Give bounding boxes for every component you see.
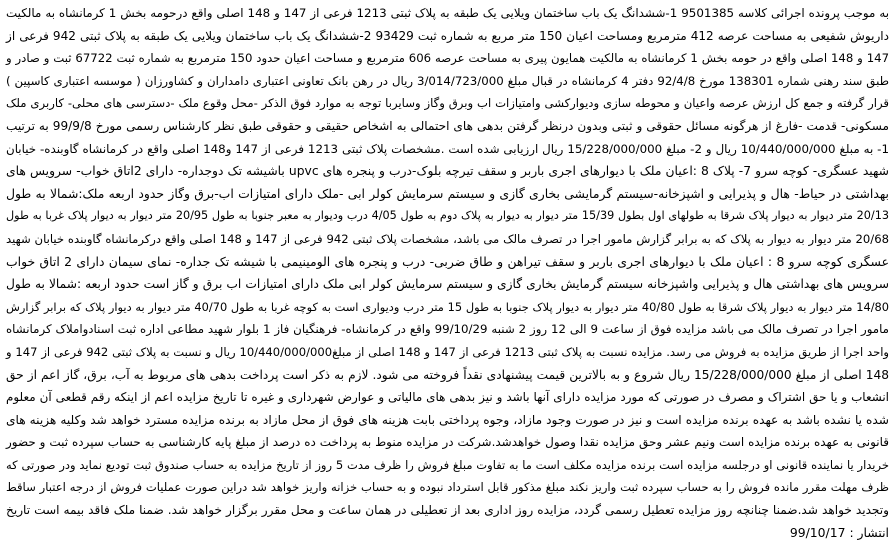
publication-date-line: انتشار : 99/10/17: [789, 524, 889, 540]
notice-line-1: به موجب پرونده اجرائی کلاسه 9501385 1-ششدانگ یک باب ساختمان ویلایی یک طبقه به پلاک ثبتی 1213 فرعی از 147 و 148 اصلی واقع درحومه بخش 1 کرمانشاه به مالکیت: [6, 6, 889, 20]
notice-line-21: خریدار یا نماینده قانونی او درجلسه مزایده است برنده مزایده مکلف است ما به تفاوت مبلغ فروش را ظرف مدت 5 روز از تاریخ مزایده به حساب صندوق ثبت تودیع نماید ودر صورتی که: [6, 457, 889, 472]
notice-line-22: ظرف مهلت مقرر مانده فروش را به حساب سپرده ثبت واریز نکند مبلغ مذکور قابل استرداد نبوده و به حساب خزانه واریز خواهد شد دراین صورت عملیات فروش از درجه اعتبار ساقط: [6, 480, 889, 495]
notice-line-10: 20/13 متر دیوار به دیوار پلاک شرقا به طولهای اول بطول 15/39 متر دیوار به دیوار به پلاک دوم به طول 4/05 درب ودیوار به معبر جنوبا به طول 20/95 متر دیوار به دیوار پلاک غربا به طول: [6, 209, 889, 223]
notice-line-2: داریوش شفیعی به مساحت عرصه 412 مترمربع ومساحت اعیان 150 متر مربع به شماره ثبت 93429 2-ششدانگ یک باب ساختمان ویلایی یک طبقه به پلاک ثبتی 942 فرعی از: [6, 28, 889, 43]
notice-line-5: قرار گرفته و جمع کل ارزش عرصه واعیان و محوطه سازی ودیوارکشی وامتیازات اب وبرق وگاز وسایربا توجه به موارد فوق الذکر -محل وقوع ملک -دسترسی های محلی- کاربری ملک: [6, 96, 889, 111]
notice-line-9: بهداشتی در حیاط- هال و پذیرایی و اشپزخانه-سیستم گرمایشی بخاری گازی و سیستم سرمایش کولر ابی -ملک دارای امتیازات اب-برق وگاز حدود اربعه ملک:شمالا به طول: [6, 185, 889, 201]
notice-line-7: 1- به مبلغ 10/440/000/000 ریال و 2- مبلغ 15/228/000/000 ریال ارزیابی شده است .مشخصات پلاک ثبتی 1213 فرعی از 147 و148 اصلی واقع در کرمانشاه گاوبنده- خیابان: [6, 141, 889, 156]
notice-line-6: مسکونی- قدمت -فارغ از هرگونه مسائل حقوقی و ثبتی وبدون درنظر گرفتن بدهی های احتمالی به اشخاص حقیقی و حقوقی طبق نظر کارشناس رسمی مورخ 99/9/8 به ترتیب: [6, 118, 889, 133]
notice-line-12: عسگری کوچه سرو 8 : اعیان ملک با دیوارهای اجری باربر و سقف تیراهن و طاق ضربی- درب و پنجره های الومینیمی با شیشه تک جداره- نمای سیمان دارای 2 اتاق خواب: [6, 253, 889, 269]
notice-line-8: شهید عسگری- کوچه سرو 7- پلاک 8 :اعیان ملک با دیوارهای اجری باربر و سقف تیرچه بلوک-درب و پنجره های upvc باشیشه تک دوجداره- دارای 2اتاق خواب- سرویس های: [6, 164, 889, 179]
notice-line-16: واحد اجرا از طریق مزایده به فروش می رسد. مزایده نسبت به پلاک ثبتی 1213 فرعی از 147 و 148 اصلی از مبلغ10/440/000/000 ریال و نسبت به پلاک ثبتی 942 فرعی از 147 و: [6, 344, 890, 359]
notice-line-11: 20/68 متر دیوار به دیوار به پلاک که به برابر گزارش مامور اجرا در تصرف مالک می باشد، مشخصات پلاک ثبتی 942 فرعی از 147 و 148 اصلی واقع درکرمانشاه گاوبنده خیابان شهید: [6, 231, 889, 246]
notice-line-3: 147 و 148 اصلی واقع در حومه بخش 1 کرمانشاه به مالکیت همایون پیری به مساحت عرصه 606 مترمربع و مساحت اعیان حدود 150 مترمربع به شماره ثبت 67722 ثبت و صادر و: [6, 51, 890, 66]
notice-line-18: انشعاب و یا حق اشتراک و مصرف در صورتی که مورد مزایده دارای آنها باشد و نیز بدهی های مالیاتی و عوارض شهرداری و غیره تا تاریخ مزایده اعم از اینکه رقم قطعی آن معلوم: [6, 390, 889, 405]
notice-line-13: سرویس های بهداشتی هال و پذیرایی واشپزخانه سیستم گرمایش بخاری گازی و سیستم سرمایش کولر ابی ملک دارای امتیازات اب برق و گاز است حدود اربعه :شمالا به طول: [6, 277, 889, 292]
notice-line-14: 14/80 متر دیوار به دیوار پلاک شرقا به طول 40/80 متر دیوار به دیوار پلاک جنوبا به طول 15 متر درب ودیواری است به کوچه غربا به طول 40/70 متر دیوار به دیوار پلاک که برابر گزارش: [6, 299, 889, 314]
notice-line-4: طبق سند رهنی شماره 138301 مورخ 92/4/8 دفتر 4 کرمانشاه در قبال مبلغ 3/014/723/000 ریال در رهن بانک تعاونی اعتباری دامداران و کشاورزان ( موسسه اعتباری کاسپین ): [6, 73, 889, 88]
notice-line-20: قانونی به عهده برنده مزایده است ونیم عشر وحق مزایده نقدا وصول خواهدشد.شرکت در مزایده منوط به پرداخت ده درصد از مبلغ پایه کارشناسی به حساب سپرده ثبت و حضور: [6, 435, 889, 450]
notice-line-17: 148 اصلی از مبلغ 15/228/000/000 ریال شروع و به بالاترین قیمت پیشنهادی نقداً فروخته می شود. لازم به ذکر است پرداخت بدهی های مربوط به آب، برق، گاز اعم از حق: [6, 367, 889, 382]
notice-line-15: مامور اجرا در تصرف مالک می باشد مزایده فوق از ساعت 9 الی 12 روز 2 شنبه 99/10/29 واقع در کرمانشاه- فرهنگیان فاز 1 بلوار شهید مطاعی اداره ثبت اسنادواملاک کرمانشاه: [6, 322, 889, 337]
notice-line-19: شده یا نشده باشد به عهده برنده مزایده است و نیز در صورت وجود مازاد، وجوه پرداختی بابت هزینه های فوق از محل مازاد به برنده مزایده مسترد خواهد شد وکلیه هزینه های: [6, 412, 889, 427]
notice-line-23: وتجدید خواهد شد.ضمنا چنانچه روز مزایده تعطیل رسمی گردد، مزایده روز اداری بعد از تعطیلی در همان ساعت و محل مقرر برگزار خواهد شد. ضمنا ملک فاقد بیمه است تاریخ: [6, 503, 889, 518]
